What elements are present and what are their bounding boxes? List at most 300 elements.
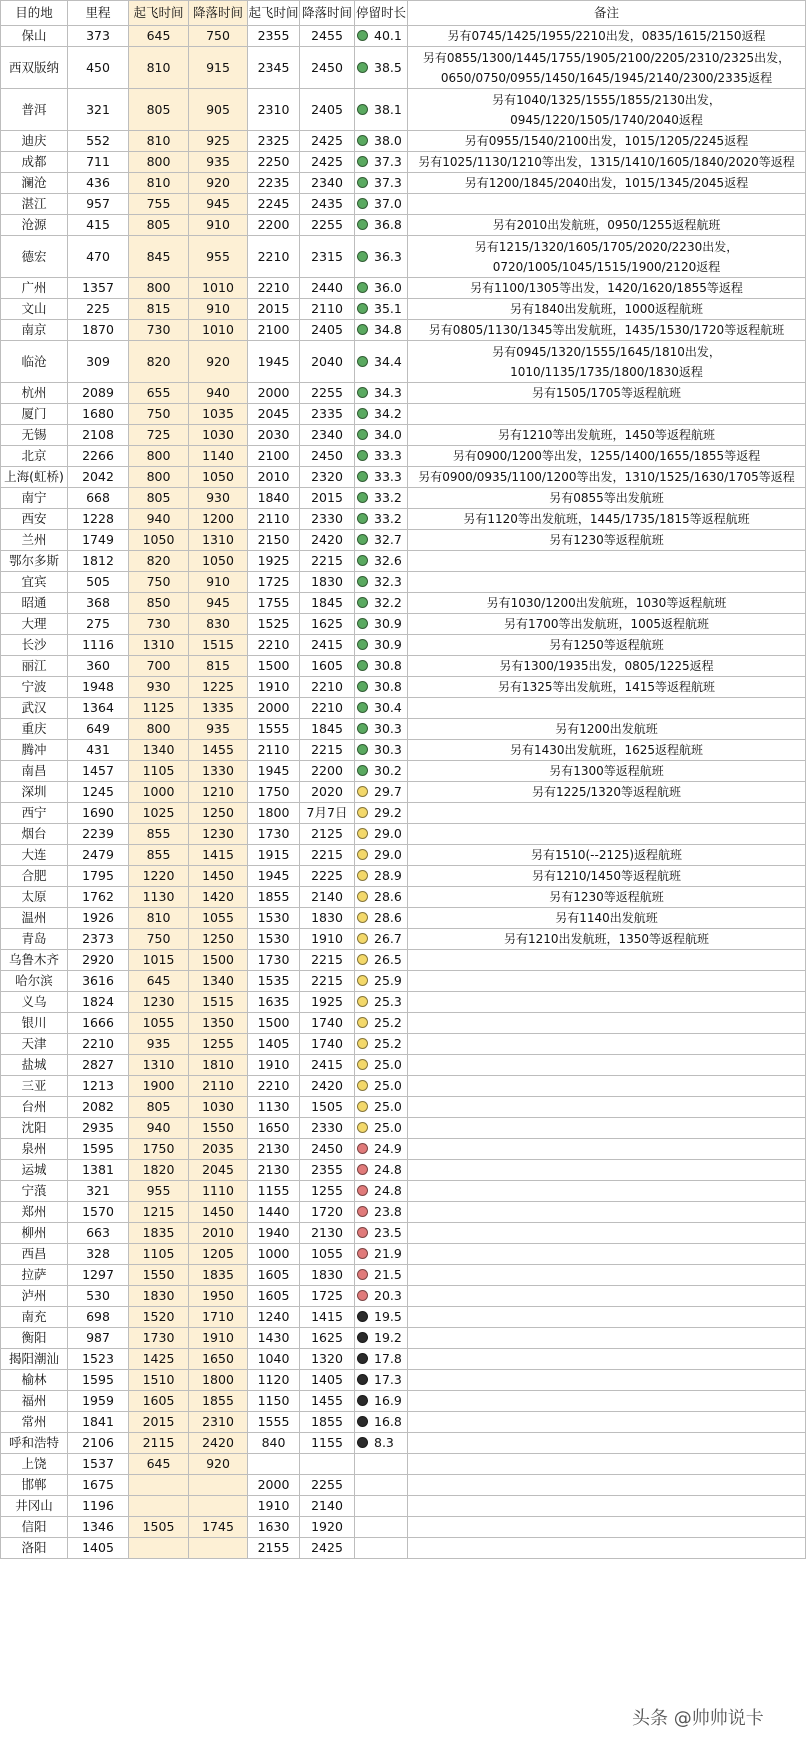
stay-duration-cell bbox=[355, 1475, 408, 1496]
status-dot-green-icon bbox=[357, 156, 368, 167]
arrival-return-cell: 2450 bbox=[300, 47, 355, 89]
arrival-outbound-cell: 1030 bbox=[189, 425, 248, 446]
stay-duration-cell bbox=[355, 215, 408, 236]
stay-duration-cell bbox=[355, 572, 408, 593]
notes-cell bbox=[408, 1097, 806, 1118]
destination-cell: 三亚 bbox=[1, 1076, 68, 1097]
departure-outbound-cell: 845 bbox=[129, 236, 189, 278]
table-row bbox=[1, 1055, 806, 1076]
stay-duration-cell bbox=[355, 1160, 408, 1181]
departure-return-cell: 1240 bbox=[248, 1307, 300, 1328]
arrival-outbound-cell: 1450 bbox=[189, 1202, 248, 1223]
status-dot-green-icon bbox=[357, 576, 368, 587]
stay-duration-value: 36.8 bbox=[374, 217, 402, 232]
stay-duration-value: 37.3 bbox=[374, 154, 402, 169]
destination-cell: 盐城 bbox=[1, 1055, 68, 1076]
departure-outbound-cell: 1230 bbox=[129, 992, 189, 1013]
table-row bbox=[1, 1244, 806, 1265]
distance-cell: 505 bbox=[68, 572, 129, 593]
notes-cell bbox=[408, 1328, 806, 1349]
departure-return-cell: 2130 bbox=[248, 1160, 300, 1181]
stay-duration-cell bbox=[355, 425, 408, 446]
departure-outbound-cell: 1105 bbox=[129, 1244, 189, 1265]
stay-duration-cell bbox=[355, 1202, 408, 1223]
notes-cell bbox=[408, 1307, 806, 1328]
status-dot-green-icon bbox=[357, 555, 368, 566]
departure-return-cell: 2325 bbox=[248, 131, 300, 152]
table-row bbox=[1, 866, 806, 887]
arrival-outbound-cell: 1455 bbox=[189, 740, 248, 761]
stay-duration-value: 40.1 bbox=[374, 28, 402, 43]
departure-outbound-cell: 805 bbox=[129, 89, 189, 131]
distance-cell: 663 bbox=[68, 1223, 129, 1244]
departure-outbound-cell: 805 bbox=[129, 1097, 189, 1118]
stay-duration-cell bbox=[355, 908, 408, 929]
distance-cell: 1762 bbox=[68, 887, 129, 908]
distance-cell: 1812 bbox=[68, 551, 129, 572]
table-row bbox=[1, 845, 806, 866]
status-dot-red-icon bbox=[357, 1269, 368, 1280]
destination-cell: 拉萨 bbox=[1, 1265, 68, 1286]
arrival-outbound-cell: 1250 bbox=[189, 929, 248, 950]
stay-duration-cell bbox=[355, 887, 408, 908]
stay-duration-value: 33.3 bbox=[374, 469, 402, 484]
destination-cell: 运城 bbox=[1, 1160, 68, 1181]
notes-cell bbox=[408, 1265, 806, 1286]
status-dot-green-icon bbox=[357, 471, 368, 482]
arrival-outbound-cell bbox=[189, 1496, 248, 1517]
stay-duration-value: 28.6 bbox=[374, 910, 402, 925]
arrival-outbound-cell: 2010 bbox=[189, 1223, 248, 1244]
table-row bbox=[1, 1454, 806, 1475]
departure-return-cell: 1525 bbox=[248, 614, 300, 635]
arrival-outbound-cell: 2420 bbox=[189, 1433, 248, 1454]
arrival-return-cell: 1845 bbox=[300, 719, 355, 740]
stay-duration-cell bbox=[355, 1328, 408, 1349]
departure-outbound-cell: 1425 bbox=[129, 1349, 189, 1370]
arrival-outbound-cell: 1330 bbox=[189, 761, 248, 782]
arrival-outbound-cell: 1650 bbox=[189, 1349, 248, 1370]
stay-duration-cell bbox=[355, 677, 408, 698]
departure-return-cell: 2110 bbox=[248, 509, 300, 530]
stay-duration-value: 37.3 bbox=[374, 175, 402, 190]
table-row bbox=[1, 656, 806, 677]
header-distance: 里程 bbox=[68, 1, 129, 26]
table-row bbox=[1, 1370, 806, 1391]
destination-cell: 温州 bbox=[1, 908, 68, 929]
table-row bbox=[1, 950, 806, 971]
distance-cell: 2935 bbox=[68, 1118, 129, 1139]
departure-return-cell: 1945 bbox=[248, 341, 300, 383]
stay-duration-cell bbox=[355, 950, 408, 971]
stay-duration-value: 30.2 bbox=[374, 763, 402, 778]
destination-cell: 南京 bbox=[1, 320, 68, 341]
arrival-return-cell: 2210 bbox=[300, 677, 355, 698]
destination-cell: 广州 bbox=[1, 278, 68, 299]
arrival-outbound-cell: 1910 bbox=[189, 1328, 248, 1349]
departure-outbound-cell: 1605 bbox=[129, 1391, 189, 1412]
stay-duration-value: 26.7 bbox=[374, 931, 402, 946]
destination-cell: 无锡 bbox=[1, 425, 68, 446]
arrival-return-cell: 2415 bbox=[300, 635, 355, 656]
distance-cell: 415 bbox=[68, 215, 129, 236]
departure-return-cell: 840 bbox=[248, 1433, 300, 1454]
departure-return-cell: 1635 bbox=[248, 992, 300, 1013]
arrival-outbound-cell: 830 bbox=[189, 614, 248, 635]
stay-duration-cell bbox=[355, 530, 408, 551]
table-row bbox=[1, 677, 806, 698]
stay-duration-value: 24.9 bbox=[374, 1141, 402, 1156]
status-dot-yellow-icon bbox=[357, 1059, 368, 1070]
destination-cell: 合肥 bbox=[1, 866, 68, 887]
stay-duration-cell bbox=[355, 89, 408, 131]
status-dot-yellow-icon bbox=[357, 870, 368, 881]
notes-cell bbox=[408, 1160, 806, 1181]
departure-return-cell: 1940 bbox=[248, 1223, 300, 1244]
departure-return-cell: 1925 bbox=[248, 551, 300, 572]
distance-cell: 1595 bbox=[68, 1370, 129, 1391]
destination-cell: 青岛 bbox=[1, 929, 68, 950]
arrival-outbound-cell: 920 bbox=[189, 173, 248, 194]
notes-cell bbox=[408, 1286, 806, 1307]
table-row bbox=[1, 635, 806, 656]
arrival-return-cell: 2340 bbox=[300, 425, 355, 446]
table-row bbox=[1, 803, 806, 824]
notes-cell: 另有1510(--2125)返程航班 bbox=[408, 845, 806, 866]
stay-duration-value: 28.9 bbox=[374, 868, 402, 883]
destination-cell: 宁波 bbox=[1, 677, 68, 698]
stay-duration-value: 37.0 bbox=[374, 196, 402, 211]
destination-cell: 天津 bbox=[1, 1034, 68, 1055]
departure-outbound-cell: 800 bbox=[129, 719, 189, 740]
arrival-outbound-cell: 1255 bbox=[189, 1034, 248, 1055]
notes-cell: 另有1700等出发航班，1005返程航班 bbox=[408, 614, 806, 635]
destination-cell: 银川 bbox=[1, 1013, 68, 1034]
departure-outbound-cell: 805 bbox=[129, 215, 189, 236]
destination-cell: 西宁 bbox=[1, 803, 68, 824]
departure-return-cell: 2210 bbox=[248, 1076, 300, 1097]
arrival-outbound-cell: 1200 bbox=[189, 509, 248, 530]
departure-return-cell: 1605 bbox=[248, 1265, 300, 1286]
departure-outbound-cell: 2015 bbox=[129, 1412, 189, 1433]
notes-cell: 另有1505/1705等返程航班 bbox=[408, 383, 806, 404]
distance-cell: 368 bbox=[68, 593, 129, 614]
table-row bbox=[1, 698, 806, 719]
table-row bbox=[1, 341, 806, 383]
destination-cell: 临沧 bbox=[1, 341, 68, 383]
arrival-outbound-cell: 1340 bbox=[189, 971, 248, 992]
departure-return-cell: 2030 bbox=[248, 425, 300, 446]
departure-return-cell: 1910 bbox=[248, 1496, 300, 1517]
distance-cell: 2210 bbox=[68, 1034, 129, 1055]
destination-cell: 澜沧 bbox=[1, 173, 68, 194]
departure-outbound-cell: 800 bbox=[129, 152, 189, 173]
arrival-outbound-cell: 945 bbox=[189, 194, 248, 215]
stay-duration-value: 25.2 bbox=[374, 1036, 402, 1051]
table-row bbox=[1, 572, 806, 593]
header-departure-time-outbound: 起飞时间 bbox=[129, 1, 189, 26]
status-dot-red-icon bbox=[357, 1290, 368, 1301]
stay-duration-value: 25.0 bbox=[374, 1057, 402, 1072]
arrival-return-cell: 1740 bbox=[300, 1013, 355, 1034]
arrival-outbound-cell: 1035 bbox=[189, 404, 248, 425]
departure-outbound-cell: 1050 bbox=[129, 530, 189, 551]
departure-outbound-cell: 655 bbox=[129, 383, 189, 404]
table-row bbox=[1, 509, 806, 530]
stay-duration-value: 29.7 bbox=[374, 784, 402, 799]
departure-return-cell: 2000 bbox=[248, 1475, 300, 1496]
departure-return-cell: 1910 bbox=[248, 677, 300, 698]
departure-return-cell: 1500 bbox=[248, 656, 300, 677]
departure-outbound-cell: 820 bbox=[129, 341, 189, 383]
destination-cell: 沧源 bbox=[1, 215, 68, 236]
notes-cell: 另有0855等出发航班 bbox=[408, 488, 806, 509]
departure-outbound-cell: 645 bbox=[129, 1454, 189, 1475]
departure-outbound-cell: 1505 bbox=[129, 1517, 189, 1538]
status-dot-green-icon bbox=[357, 387, 368, 398]
destination-cell: 腾冲 bbox=[1, 740, 68, 761]
notes-cell bbox=[408, 992, 806, 1013]
status-dot-black-icon bbox=[357, 1416, 368, 1427]
stay-duration-value: 17.8 bbox=[374, 1351, 402, 1366]
departure-outbound-cell: 800 bbox=[129, 278, 189, 299]
departure-return-cell: 2345 bbox=[248, 47, 300, 89]
departure-return-cell: 2100 bbox=[248, 320, 300, 341]
departure-return-cell: 1840 bbox=[248, 488, 300, 509]
distance-cell: 1196 bbox=[68, 1496, 129, 1517]
arrival-return-cell: 2210 bbox=[300, 698, 355, 719]
notes-cell: 另有1300/1935出发，0805/1225返程 bbox=[408, 656, 806, 677]
arrival-return-cell: 2110 bbox=[300, 299, 355, 320]
arrival-return-cell: 1725 bbox=[300, 1286, 355, 1307]
departure-outbound-cell: 1830 bbox=[129, 1286, 189, 1307]
departure-outbound-cell: 730 bbox=[129, 320, 189, 341]
stay-duration-value: 34.8 bbox=[374, 322, 402, 337]
departure-return-cell: 1650 bbox=[248, 1118, 300, 1139]
arrival-outbound-cell: 1550 bbox=[189, 1118, 248, 1139]
stay-duration-value: 32.3 bbox=[374, 574, 402, 589]
header-stay-duration: 停留时长 bbox=[355, 1, 408, 26]
distance-cell: 450 bbox=[68, 47, 129, 89]
arrival-return-cell: 2200 bbox=[300, 761, 355, 782]
arrival-return-cell: 2040 bbox=[300, 341, 355, 383]
stay-duration-value: 24.8 bbox=[374, 1183, 402, 1198]
stay-duration-cell bbox=[355, 26, 408, 47]
arrival-outbound-cell: 915 bbox=[189, 47, 248, 89]
departure-outbound-cell: 805 bbox=[129, 488, 189, 509]
status-dot-black-icon bbox=[357, 1332, 368, 1343]
distance-cell: 1749 bbox=[68, 530, 129, 551]
distance-cell: 470 bbox=[68, 236, 129, 278]
departure-return-cell: 2155 bbox=[248, 1538, 300, 1559]
stay-duration-cell bbox=[355, 1076, 408, 1097]
table-row bbox=[1, 1181, 806, 1202]
notes-cell bbox=[408, 551, 806, 572]
departure-outbound-cell: 1015 bbox=[129, 950, 189, 971]
arrival-outbound-cell: 1030 bbox=[189, 1097, 248, 1118]
destination-cell: 南昌 bbox=[1, 761, 68, 782]
distance-cell: 1824 bbox=[68, 992, 129, 1013]
table-row bbox=[1, 299, 806, 320]
stay-duration-value: 30.8 bbox=[374, 679, 402, 694]
stay-duration-cell bbox=[355, 971, 408, 992]
departure-outbound-cell: 1750 bbox=[129, 1139, 189, 1160]
distance-cell: 1357 bbox=[68, 278, 129, 299]
arrival-outbound-cell: 1230 bbox=[189, 824, 248, 845]
arrival-return-cell: 2330 bbox=[300, 1118, 355, 1139]
arrival-outbound-cell: 1810 bbox=[189, 1055, 248, 1076]
destination-cell: 乌鲁木齐 bbox=[1, 950, 68, 971]
departure-return-cell: 1535 bbox=[248, 971, 300, 992]
notes-cell bbox=[408, 1223, 806, 1244]
table-row bbox=[1, 1265, 806, 1286]
stay-duration-cell bbox=[355, 173, 408, 194]
distance-cell: 2920 bbox=[68, 950, 129, 971]
status-dot-yellow-icon bbox=[357, 933, 368, 944]
arrival-return-cell: 1415 bbox=[300, 1307, 355, 1328]
distance-cell: 957 bbox=[68, 194, 129, 215]
departure-outbound-cell bbox=[129, 1475, 189, 1496]
departure-return-cell: 1605 bbox=[248, 1286, 300, 1307]
status-dot-green-icon bbox=[357, 177, 368, 188]
departure-outbound-cell: 1055 bbox=[129, 1013, 189, 1034]
notes-cell bbox=[408, 1496, 806, 1517]
status-dot-green-icon bbox=[357, 534, 368, 545]
stay-duration-value: 28.6 bbox=[374, 889, 402, 904]
arrival-return-cell: 2425 bbox=[300, 152, 355, 173]
stay-duration-value: 30.9 bbox=[374, 637, 402, 652]
departure-outbound-cell: 750 bbox=[129, 929, 189, 950]
stay-duration-cell bbox=[355, 1034, 408, 1055]
departure-return-cell: 1945 bbox=[248, 761, 300, 782]
arrival-return-cell: 2320 bbox=[300, 467, 355, 488]
arrival-return-cell: 2435 bbox=[300, 194, 355, 215]
arrival-return-cell: 1055 bbox=[300, 1244, 355, 1265]
departure-return-cell: 2045 bbox=[248, 404, 300, 425]
notes-cell bbox=[408, 1538, 806, 1559]
table-row bbox=[1, 425, 806, 446]
destination-cell: 信阳 bbox=[1, 1517, 68, 1538]
notes-cell: 另有1225/1320等返程航班 bbox=[408, 782, 806, 803]
status-dot-green-icon bbox=[357, 597, 368, 608]
status-dot-green-icon bbox=[357, 660, 368, 671]
notes-cell bbox=[408, 194, 806, 215]
stay-duration-cell bbox=[355, 845, 408, 866]
status-dot-red-icon bbox=[357, 1227, 368, 1238]
departure-return-cell: 1150 bbox=[248, 1391, 300, 1412]
stay-duration-value: 20.3 bbox=[374, 1288, 402, 1303]
stay-duration-cell bbox=[355, 1370, 408, 1391]
arrival-outbound-cell: 1335 bbox=[189, 698, 248, 719]
arrival-outbound-cell: 935 bbox=[189, 719, 248, 740]
notes-cell bbox=[408, 1202, 806, 1223]
destination-cell: 长沙 bbox=[1, 635, 68, 656]
stay-duration-cell bbox=[355, 1307, 408, 1328]
departure-outbound-cell: 755 bbox=[129, 194, 189, 215]
stay-duration-value: 34.0 bbox=[374, 427, 402, 442]
arrival-return-cell: 2125 bbox=[300, 824, 355, 845]
destination-cell: 文山 bbox=[1, 299, 68, 320]
arrival-return-cell: 2440 bbox=[300, 278, 355, 299]
stay-duration-cell bbox=[355, 1412, 408, 1433]
table-row bbox=[1, 1328, 806, 1349]
arrival-outbound-cell: 1515 bbox=[189, 635, 248, 656]
distance-cell: 1690 bbox=[68, 803, 129, 824]
destination-cell: 厦门 bbox=[1, 404, 68, 425]
status-dot-black-icon bbox=[357, 1374, 368, 1385]
departure-outbound-cell: 1310 bbox=[129, 635, 189, 656]
distance-cell: 2479 bbox=[68, 845, 129, 866]
arrival-outbound-cell: 905 bbox=[189, 89, 248, 131]
destination-cell: 揭阳潮汕 bbox=[1, 1349, 68, 1370]
table-row bbox=[1, 1517, 806, 1538]
notes-cell: 另有1215/1320/1605/1705/2020/2230出发，0720/1005/1045/1515/1900/2120返程 bbox=[408, 236, 806, 278]
notes-cell: 另有1210出发航班，1350等返程航班 bbox=[408, 929, 806, 950]
departure-outbound-cell: 1125 bbox=[129, 698, 189, 719]
notes-cell bbox=[408, 1076, 806, 1097]
notes-cell: 另有1230等返程航班 bbox=[408, 530, 806, 551]
stay-duration-cell bbox=[355, 152, 408, 173]
destination-cell: 南充 bbox=[1, 1307, 68, 1328]
header-destination: 目的地 bbox=[1, 1, 68, 26]
notes-cell bbox=[408, 1517, 806, 1538]
departure-return-cell: 1730 bbox=[248, 950, 300, 971]
arrival-return-cell: 1830 bbox=[300, 572, 355, 593]
destination-cell: 福州 bbox=[1, 1391, 68, 1412]
table-row bbox=[1, 1475, 806, 1496]
status-dot-black-icon bbox=[357, 1311, 368, 1322]
table-row bbox=[1, 1202, 806, 1223]
departure-return-cell: 1755 bbox=[248, 593, 300, 614]
departure-return-cell: 2210 bbox=[248, 635, 300, 656]
arrival-return-cell: 2425 bbox=[300, 131, 355, 152]
arrival-return-cell: 2420 bbox=[300, 530, 355, 551]
stay-duration-value: 16.8 bbox=[374, 1414, 402, 1429]
notes-cell bbox=[408, 404, 806, 425]
arrival-return-cell: 2255 bbox=[300, 383, 355, 404]
notes-cell: 另有1300等返程航班 bbox=[408, 761, 806, 782]
distance-cell: 431 bbox=[68, 740, 129, 761]
table-row bbox=[1, 908, 806, 929]
stay-duration-cell bbox=[355, 278, 408, 299]
table-row bbox=[1, 1160, 806, 1181]
arrival-return-cell: 1925 bbox=[300, 992, 355, 1013]
table-row bbox=[1, 1286, 806, 1307]
table-row bbox=[1, 173, 806, 194]
departure-outbound-cell: 855 bbox=[129, 845, 189, 866]
arrival-outbound-cell: 955 bbox=[189, 236, 248, 278]
departure-outbound-cell: 855 bbox=[129, 824, 189, 845]
distance-cell: 1346 bbox=[68, 1517, 129, 1538]
stay-duration-cell bbox=[355, 1055, 408, 1076]
departure-return-cell: 1000 bbox=[248, 1244, 300, 1265]
arrival-outbound-cell: 1050 bbox=[189, 467, 248, 488]
distance-cell: 3616 bbox=[68, 971, 129, 992]
arrival-return-cell: 1405 bbox=[300, 1370, 355, 1391]
status-dot-green-icon bbox=[357, 198, 368, 209]
departure-return-cell: 1440 bbox=[248, 1202, 300, 1223]
notes-cell bbox=[408, 950, 806, 971]
destination-cell: 南宁 bbox=[1, 488, 68, 509]
stay-duration-value: 29.2 bbox=[374, 805, 402, 820]
destination-cell: 大连 bbox=[1, 845, 68, 866]
arrival-outbound-cell: 920 bbox=[189, 341, 248, 383]
status-dot-green-icon bbox=[357, 450, 368, 461]
departure-return-cell: 1725 bbox=[248, 572, 300, 593]
destination-cell: 井冈山 bbox=[1, 1496, 68, 1517]
arrival-outbound-cell: 1515 bbox=[189, 992, 248, 1013]
stay-duration-cell bbox=[355, 1181, 408, 1202]
